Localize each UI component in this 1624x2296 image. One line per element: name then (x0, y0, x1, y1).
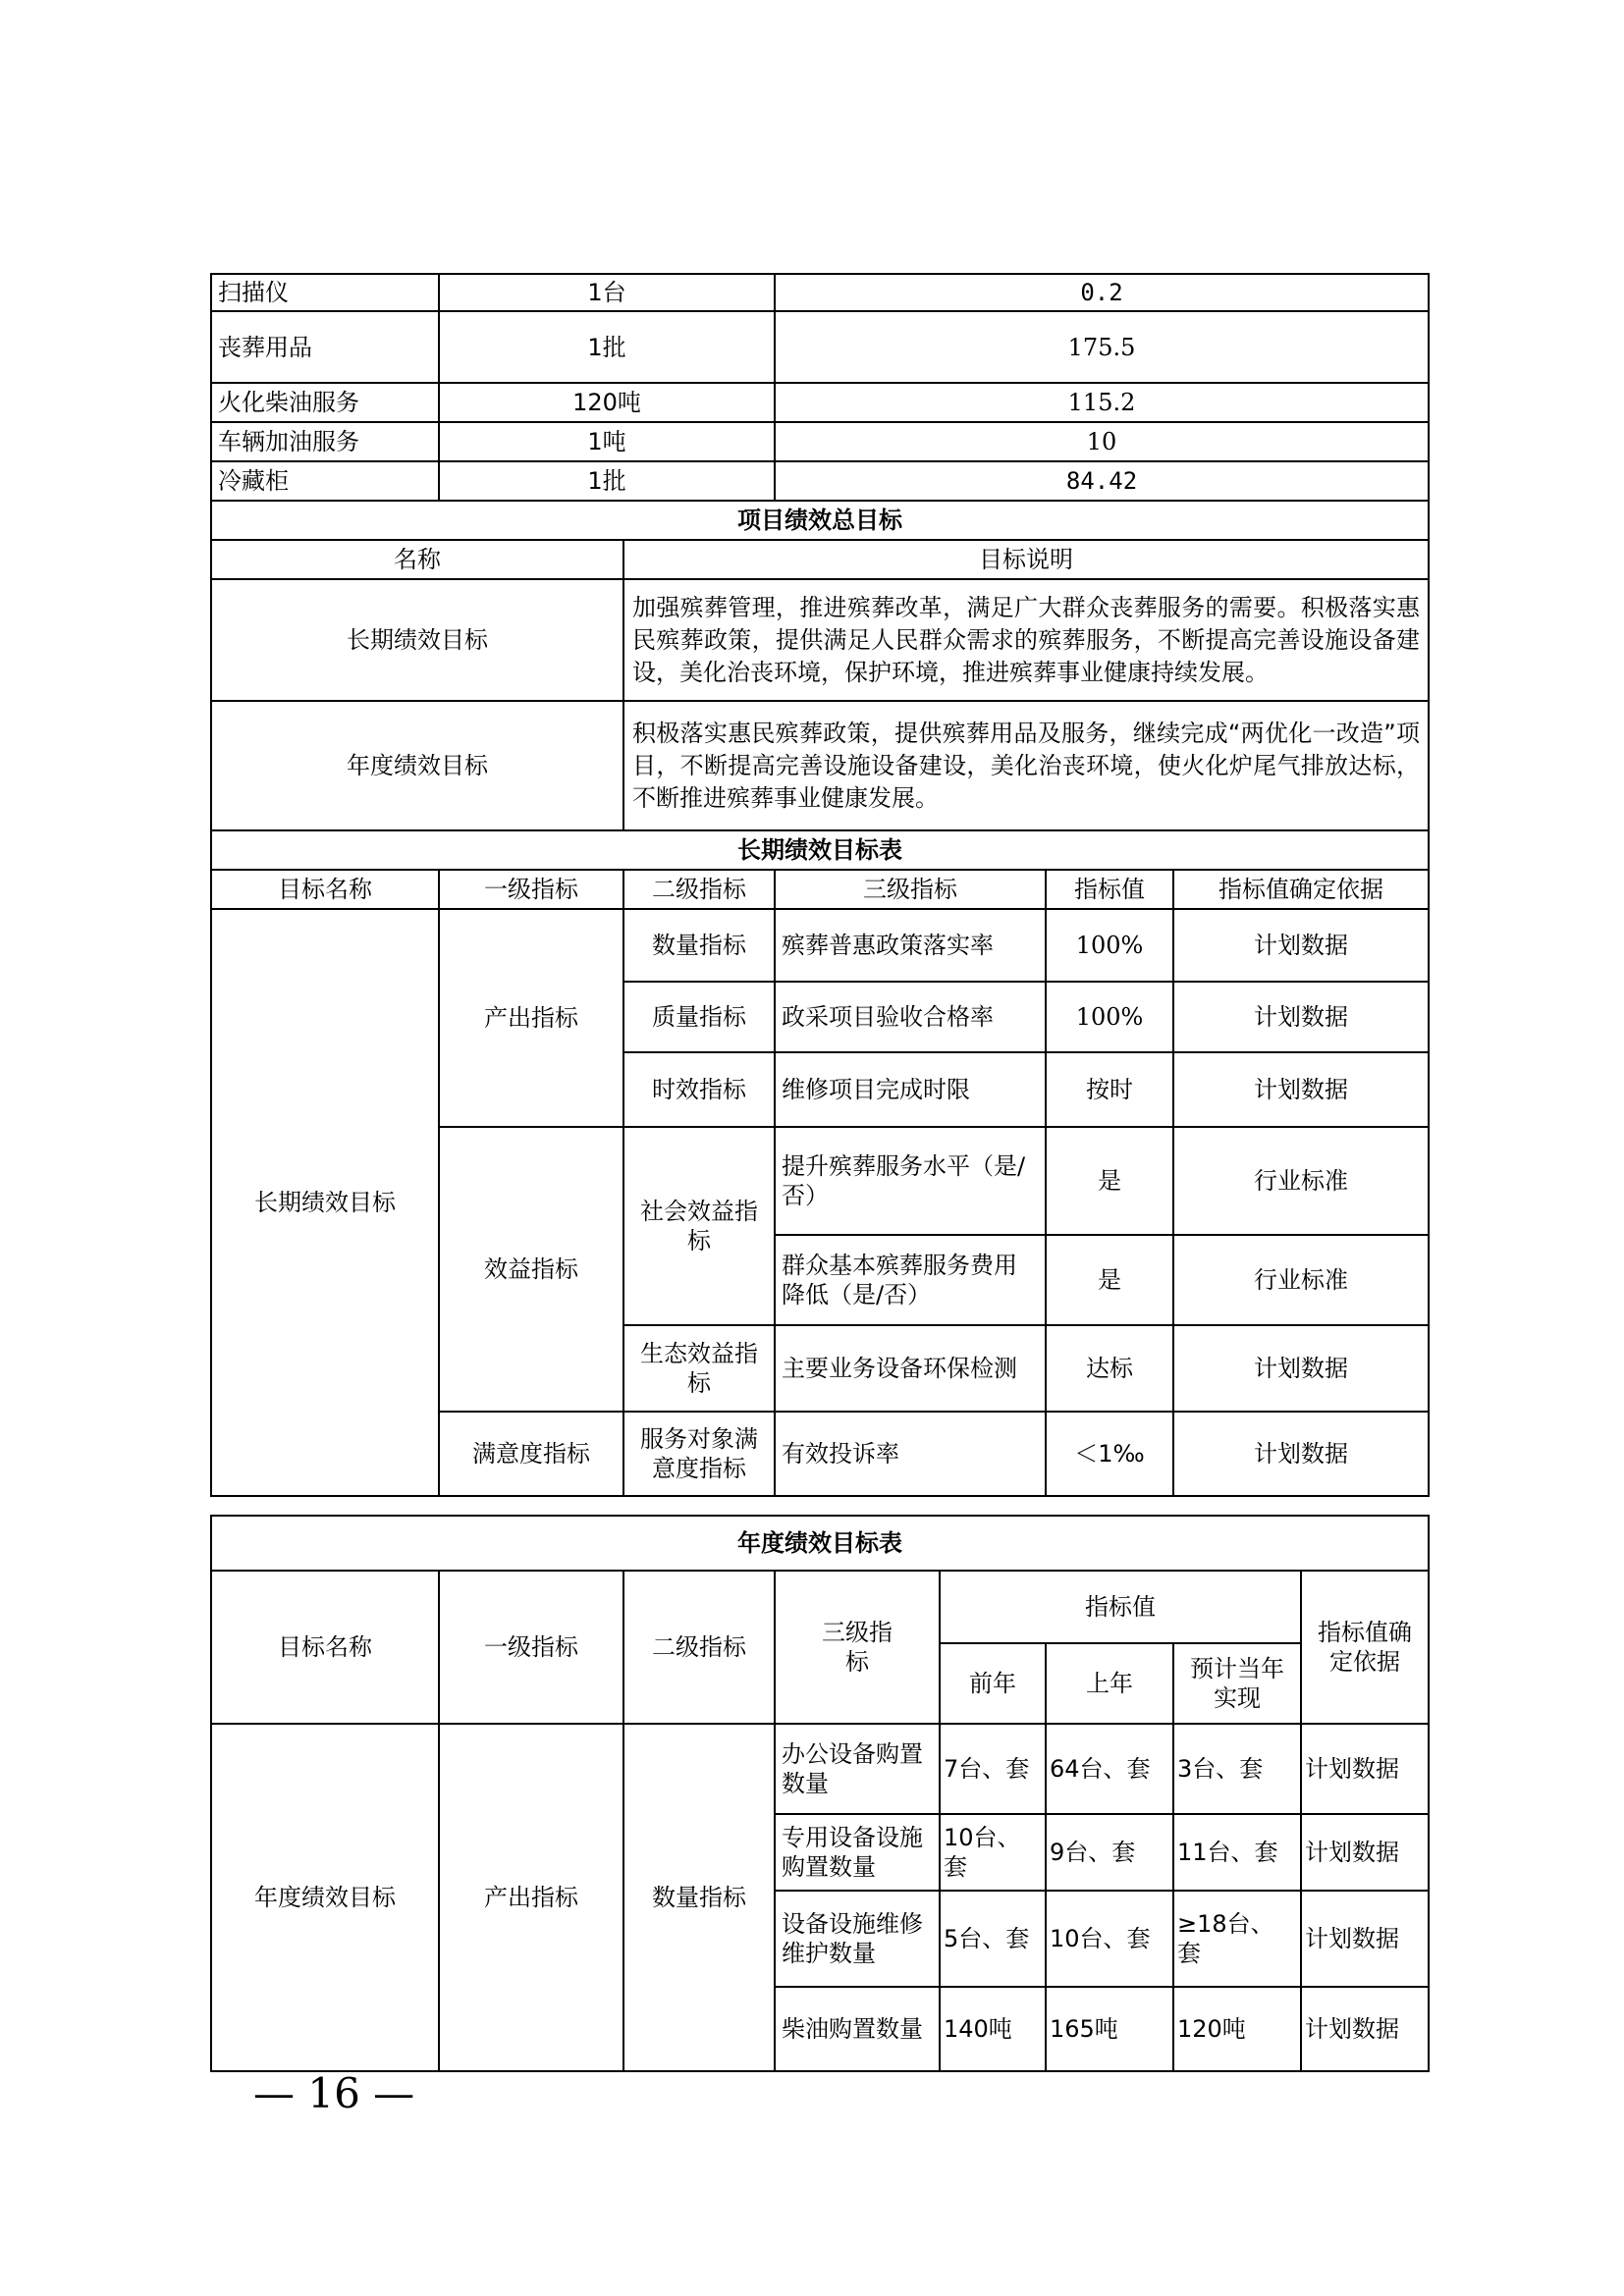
budget-and-long-term-table (210, 273, 1430, 1497)
annual-table-header (211, 1571, 1429, 1643)
l3-cell: 维修项目完成时限 (775, 1052, 1046, 1127)
basis-cell: 计划数据 (1301, 1987, 1429, 2071)
l3-cell: 政采项目验收合格率 (775, 982, 1046, 1052)
annual-l1: 产出指标 (439, 1724, 623, 2071)
item-amount: 0.2 (775, 274, 1429, 311)
basis-cell: 计划数据 (1301, 1724, 1429, 1814)
l2-cell: 生态效益指标 (623, 1325, 775, 1412)
expected-cell: 120吨 (1173, 1987, 1301, 2071)
value-cell: ＜1‰ (1046, 1412, 1173, 1496)
item-row (211, 383, 1429, 422)
long-table-title: 长期绩效目标表 (211, 830, 1429, 870)
l2-cell: 社会效益指标 (623, 1127, 775, 1325)
item-row (211, 461, 1429, 501)
l3-cell: 提升殡葬服务水平（是/否） (775, 1127, 1046, 1235)
item-quantity: 1批 (439, 311, 775, 383)
overall-col-desc: 目标说明 (623, 540, 1429, 579)
basis-cell: 计划数据 (1173, 1052, 1429, 1127)
long-term-goal-label: 长期绩效目标 (211, 579, 623, 701)
basis-cell: 计划数据 (1173, 1325, 1429, 1412)
prev-cell: 7台、套 (940, 1724, 1046, 1814)
prev-cell: 10台、套 (940, 1814, 1046, 1891)
header-l3: 三级指标 (775, 870, 1046, 909)
expected-cell: ≥18台、套 (1173, 1891, 1301, 1987)
l2-cell: 质量指标 (623, 982, 775, 1052)
item-name: 火化柴油服务 (211, 383, 439, 422)
l3-cell: 主要业务设备环保检测 (775, 1325, 1046, 1412)
long-table-header (211, 870, 1429, 909)
item-amount: 84.42 (775, 461, 1429, 501)
table-row (211, 1724, 1429, 1814)
long-term-goal-desc: 加强殡葬管理，推进殡葬改革，满足广大群众丧葬服务的需要。积极落实惠民殡葬政策，提供满足人民群众需求的殡葬服务，不断提高完善设施设备建设，美化治丧环境，保护环境，推进殡葬事业健康持续发展。 (623, 579, 1429, 701)
item-row (211, 274, 1429, 311)
basis-cell: 计划数据 (1173, 982, 1429, 1052)
header-expected: 预计当年实现 (1173, 1643, 1301, 1724)
annual-goal-desc: 积极落实惠民殡葬政策，提供殡葬用品及服务，继续完成“两优化一改造”项目，不断提高完善设施设备建设，美化治丧环境，使火化炉尾气排放达标，不断推进殡葬事业健康发展。 (623, 701, 1429, 830)
long-goal-name: 长期绩效目标 (211, 909, 439, 1496)
l3-cell: 柴油购置数量 (775, 1987, 940, 2071)
annual-goal-label: 年度绩效目标 (211, 701, 623, 830)
basis-cell: 计划数据 (1301, 1891, 1429, 1987)
l3-cell: 设备设施维修维护数量 (775, 1891, 940, 1987)
header-l1: 一级指标 (439, 870, 623, 909)
header-goal-name: 目标名称 (211, 1571, 439, 1724)
value-cell: 按时 (1046, 1052, 1173, 1127)
last-cell: 9台、套 (1046, 1814, 1173, 1891)
header-goal-name: 目标名称 (211, 870, 439, 909)
header-l1: 一级指标 (439, 1571, 623, 1724)
overall-col-name: 名称 (211, 540, 623, 579)
value-cell: 是 (1046, 1127, 1173, 1235)
value-cell: 100% (1046, 982, 1173, 1052)
header-basis: 指标值确定依据 (1173, 870, 1429, 909)
item-amount: 115.2 (775, 383, 1429, 422)
item-name: 冷藏柜 (211, 461, 439, 501)
basis-cell: 行业标准 (1173, 1235, 1429, 1325)
annual-l2: 数量指标 (623, 1724, 775, 2071)
l3-cell: 殡葬普惠政策落实率 (775, 909, 1046, 982)
basis-cell: 行业标准 (1173, 1127, 1429, 1235)
table-row (211, 909, 1429, 982)
l2-cell: 时效指标 (623, 1052, 775, 1127)
header-basis: 指标值确定依据 (1301, 1571, 1429, 1724)
header-prev-year: 前年 (940, 1643, 1046, 1724)
l2-cell: 数量指标 (623, 909, 775, 982)
l3-cell: 有效投诉率 (775, 1412, 1046, 1496)
prev-cell: 140吨 (940, 1987, 1046, 2071)
header-value: 指标值 (940, 1571, 1301, 1643)
l3-cell: 专用设备设施购置数量 (775, 1814, 940, 1891)
basis-cell: 计划数据 (1173, 909, 1429, 982)
item-quantity: 1批 (439, 461, 775, 501)
value-cell: 100% (1046, 909, 1173, 982)
item-amount: 10 (775, 422, 1429, 461)
last-cell: 64台、套 (1046, 1724, 1173, 1814)
header-last-year: 上年 (1046, 1643, 1173, 1724)
item-name: 丧葬用品 (211, 311, 439, 383)
value-cell: 达标 (1046, 1325, 1173, 1412)
l3-cell: 办公设备购置数量 (775, 1724, 940, 1814)
l1-benefit: 效益指标 (439, 1127, 623, 1412)
annual-goal-name: 年度绩效目标 (211, 1724, 439, 2071)
item-amount: 175.5 (775, 311, 1429, 383)
annual-goal-table (210, 1515, 1430, 2072)
header-l2: 二级指标 (623, 1571, 775, 1724)
annual-table-title: 年度绩效目标表 (211, 1516, 1429, 1571)
last-cell: 165吨 (1046, 1987, 1173, 2071)
l3-cell: 群众基本殡葬服务费用降低（是/否） (775, 1235, 1046, 1325)
expected-cell: 3台、套 (1173, 1724, 1301, 1814)
l1-output: 产出指标 (439, 909, 623, 1127)
value-cell: 是 (1046, 1235, 1173, 1325)
header-value: 指标值 (1046, 870, 1173, 909)
basis-cell: 计划数据 (1173, 1412, 1429, 1496)
basis-cell: 计划数据 (1301, 1814, 1429, 1891)
last-cell: 10台、套 (1046, 1891, 1173, 1987)
overall-goal-title: 项目绩效总目标 (211, 501, 1429, 540)
item-row (211, 422, 1429, 461)
item-name: 扫描仪 (211, 274, 439, 311)
item-quantity: 1台 (439, 274, 775, 311)
page-number: — 16 — (253, 2069, 415, 2117)
item-row (211, 311, 1429, 383)
item-quantity: 120吨 (439, 383, 775, 422)
prev-cell: 5台、套 (940, 1891, 1046, 1987)
l1-satisfaction: 满意度指标 (439, 1412, 623, 1496)
header-l2: 二级指标 (623, 870, 775, 909)
expected-cell: 11台、套 (1173, 1814, 1301, 1891)
item-quantity: 1吨 (439, 422, 775, 461)
l2-cell: 服务对象满意度指标 (623, 1412, 775, 1496)
item-name: 车辆加油服务 (211, 422, 439, 461)
header-l3: 三级指标 (775, 1571, 940, 1724)
